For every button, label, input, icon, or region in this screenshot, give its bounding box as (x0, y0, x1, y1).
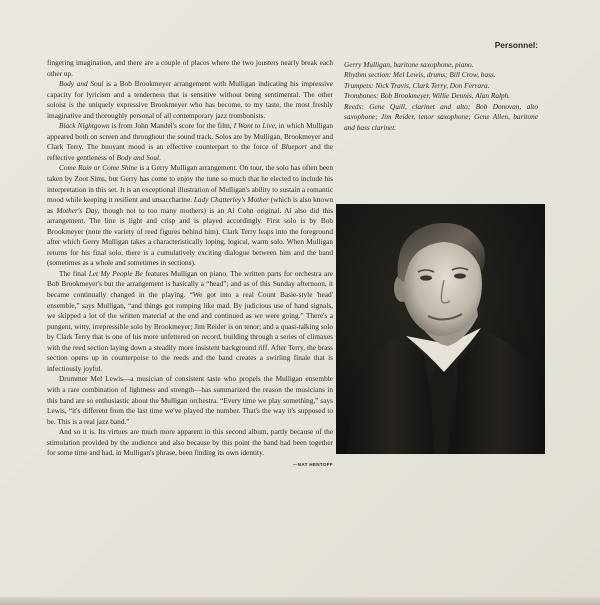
song-title: Black Nightgown (59, 121, 110, 131)
liner-paragraph: Drummer Mel Lewis—a musician of consistent taste who propels the Mulligan ensemble with a rare combination of lightness and strength—has summarized the reason the musicians in this band are so enthusiastic about the Mulligan orchestra. “Every time we play something,” says Lewis, “it's different from the last time we've played the number. That's the way it's supposed to be. This is a real jazz band.” (47, 374, 333, 426)
liner-paragraph: And so it is. Its virtues are much more apparent in this second album, partly because of the stimulation provided by the audience and also because by this point the band had been together for some time and had, in Mulligan's phrase, been finding its own identity. (47, 427, 333, 458)
personnel-block (344, 40, 538, 133)
liner-paragraph: Black Nightgown is from John Mandel's score for the film, I Want to Live, in which Mulligan appeared both on screen and throughout the sound track. Solos are by Mulligan, Brookmeyer and Clark Terry. The buoyant mood is an effective counterpart to the force of Blueport and the reflective gentleness of Body and Soul. (47, 121, 333, 162)
song-title: Blueport (281, 142, 307, 152)
song-title: Body and Soul (59, 79, 104, 89)
song-title: Come Rain or Come Shine (59, 163, 138, 173)
song-title: Lady Chatterley's Mother (193, 195, 269, 205)
liner-notes (47, 58, 333, 470)
portrait-photo (336, 204, 545, 454)
liner-paragraph: Body and Soul is a Bob Brookmeyer arrangement with Mulligan indicating his impressive capacity for lyricism and a tenderness that is sensitive without being sentimental. The other soloist is the uniquely expressive Brookmeyer who has become, to my taste, the most freshly imaginative and thoroughly personal of all contemporary jazz trombonists. (47, 79, 333, 120)
portrait-illustration (336, 204, 545, 454)
personnel-line: Rhythm section: Mel Lewis, drums; Bill Crow, bass. (344, 70, 496, 80)
song-title: Body and Soul (116, 152, 160, 162)
personnel-line: Trombones: Bob Brookmeyer, Willie Dennis, Alan Ralph. (344, 91, 511, 101)
personnel-line: Gerry Mulligan, baritone saxophone, piano. (344, 59, 474, 69)
personnel-heading: Personnel: (494, 40, 538, 50)
song-title: Let My People Be (88, 268, 143, 278)
liner-paragraph: fingering imagination, and there are a couple of places where the two jousters nearly break each other up. (47, 58, 333, 78)
song-title: Mother's Day (56, 205, 98, 215)
liner-paragraph: The final Let My People Be features Mulligan on piano. The written parts for orchestra are Bob Brookmeyer's but the arrangement is basically a “head”; and as of this Sunday afternoon, it became continually changed in the playing. “We got into a real Count Basie-style 'head' ensemble,” says Mulligan, “and things got romping like mad. By judicious use of hand signals, we skipped a lot of the written material at the end and continued as we were going.” There's a pungent, witty, irrepressible solo by Brookmeyer; Jim Reider is on tenor; and a quasi-talking solo by Clark Terry that is one of his more unfettered on record, building through a series of climaxes with the reed section laying down a steadily more insistent background riff. After Terry, the brass section opens up in counterpoise to the reeds and the band creates a swirling finale that is infectiously joyful. (47, 268, 333, 373)
personnel-line: Trumpets: Nick Travis, Clark Terry, Don Ferrara. (344, 80, 490, 90)
author-byline: —NAT HENTOFF (292, 461, 333, 467)
film-title: I Want to Live (233, 121, 275, 131)
sleeve-bottom-edge (0, 597, 600, 605)
personnel-line: Reeds: Gene Quill, clarinet and alto; Bob Donovan, alto saxophone; Jim Reider, tenor saxophone; Gene Allen, baritone and bass clarinet. (344, 101, 538, 132)
liner-paragraph: Come Rain or Come Shine is a Gerry Mulligan arrangement. On tour, the solo has often been taken by Zoot Sims, but Gerry has come to enjoy the tune so much that he elected to include his interpretation in this set. It is an exceptional illustration of Mulligan's ability to sustain a romantic mood while keeping it resilient and unsaccharine. Lady Chatterley's Mother (which is also known as Mother's Day, though not to too many mothers) is an Al Cohn original. Al also did this arrangement. The line is light and crisp and is played accordingly. First solo is by Bob Brookmeyer (note the variety of reed figures behind him). Clark Terry leaps into the foreground after which Gerry Mulligan takes a characteristically loping, logical, warm solo. When Mulligan returns for his final solo, there is a cumulatively exciting dialogue between him and the band (sometimes as a whole and sometimes in sections). (47, 163, 333, 268)
